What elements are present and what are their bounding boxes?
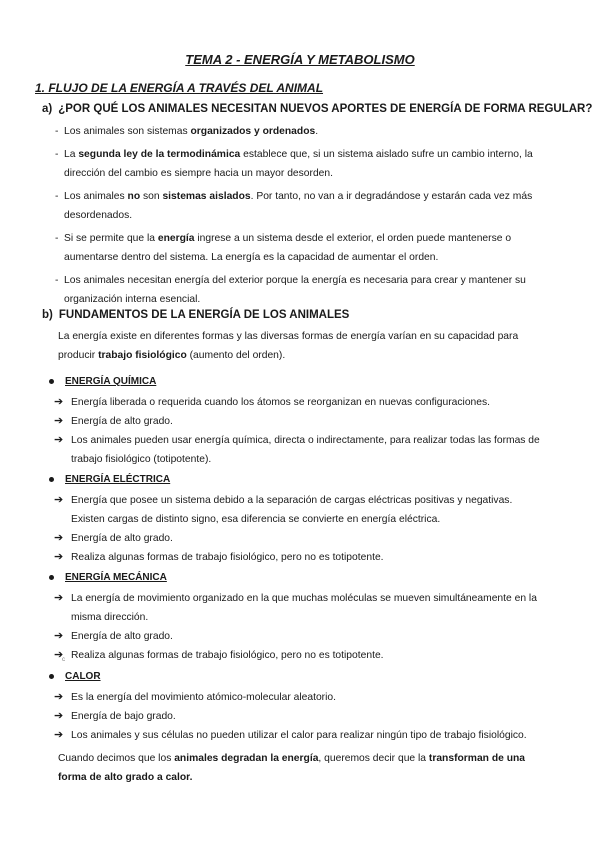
arrow-right-icon: ➔ xyxy=(54,592,64,604)
subsection-a-text: ¿POR QUÉ LOS ANIMALES NECESITAN NUEVOS APORTES DE ENERGÍA DE FORMA REGULAR? xyxy=(58,103,593,115)
bullet-dot-icon xyxy=(49,575,54,580)
arrow-item: ➔ Los animales y sus células no pueden utilizar el calor para realizar ningún tipo de trabajo fisiológico. xyxy=(49,726,541,745)
closing-paragraph: Cuando decimos que los animales degradan la energía, queremos decir que la transforman de una forma de alto grado a calor. xyxy=(58,753,526,783)
arrow-right-icon: ➔ xyxy=(54,729,64,741)
arrow-right-icon: ➔ xyxy=(54,396,64,408)
energy-heading: CALOR xyxy=(49,669,541,685)
arrow-right-icon: ➔ xyxy=(54,649,64,661)
bullet-dot-icon xyxy=(49,379,54,384)
subsection-b-letter: b) xyxy=(42,309,53,321)
energy-block-quimica xyxy=(49,374,541,469)
bullet-dot-icon xyxy=(49,674,54,679)
dash-marker: - xyxy=(55,191,59,202)
dash-item: - Los animales son sistemas organizados y ordenados. xyxy=(55,122,540,141)
arrow-item: ➔ Realiza algunas formas de trabajo fisiológico, pero no es totipotente. xyxy=(49,548,541,567)
arrow-right-icon: ➔ xyxy=(54,630,64,642)
dash-item: - Los animales no son sistemas aislados. Por tanto, no van a ir degradándose y estarán cada vez más desordenados. xyxy=(55,187,540,225)
dash-item: - Los animales necesitan energía del exterior porque la energía es necesaria para crear y mantener su organización interna esencial. xyxy=(55,271,540,309)
arrow-item: ➔ La energía de movimiento organizado en la que muchas moléculas se mueven simultáneamente en la misma dirección. xyxy=(49,589,541,627)
dash-item: - Si se permite que la energía ingrese a un sistema desde el exterior, el orden puede mantenerse o aumentarse dentro del sistema. La energía es la capacidad de aumentar el orden. xyxy=(55,229,540,267)
arrow-item: ➔ Energía de bajo grado. xyxy=(49,707,541,726)
energy-heading: ENERGÍA ELÉCTRICA xyxy=(49,472,541,488)
arrow-item: ➔ Energía de alto grado. xyxy=(49,412,541,431)
arrow-right-icon: ➔ xyxy=(54,710,64,722)
subsection-a-letter: a) xyxy=(42,103,53,115)
arrow-right-icon: ➔ xyxy=(54,434,64,446)
arrow-right-icon: ➔ xyxy=(54,551,64,563)
document-title: TEMA 2 - ENERGÍA Y METABOLISMO xyxy=(185,52,415,67)
arrow-right-icon: ➔ xyxy=(54,494,64,506)
subsection-b-heading xyxy=(42,309,349,321)
arrow-right-icon: ➔ xyxy=(54,532,64,544)
bullet-dot-icon xyxy=(49,477,54,482)
dash-marker: - xyxy=(55,149,59,160)
energy-heading: ENERGÍA MECÁNICA xyxy=(49,570,541,586)
section-1-heading: 1. FLUJO DE LA ENERGÍA A TRAVÉS DEL ANIMAL xyxy=(35,81,324,95)
arrow-item: ➔ Energía de alto grado. xyxy=(49,627,541,646)
energy-block-electrica xyxy=(49,472,541,567)
arrow-item: ➔ Realiza algunas formas de trabajo fisiológico, pero no es totipotente. xyxy=(49,646,541,665)
subsection-b-text: FUNDAMENTOS DE LA ENERGÍA DE LOS ANIMALES xyxy=(58,309,350,321)
arrow-item: ➔ Energía que posee un sistema debido a la separación de cargas eléctricas positivas y negativas. Existen cargas de distinto signo, esa diferencia se convierte en energía eléctrica. xyxy=(49,491,541,529)
arrow-right-icon: ➔ xyxy=(54,415,64,427)
stray-mark: c xyxy=(62,657,65,663)
dash-item: - La segunda ley de la termodinámica establece que, si un sistema aislado sufre un cambio interno, la dirección del cambio es siempre hacia un mayor desorden. xyxy=(55,145,540,183)
arrow-item: ➔ Energía de alto grado. xyxy=(49,529,541,548)
dash-marker: - xyxy=(55,275,59,286)
dash-marker: - xyxy=(55,126,59,137)
arrow-item: ➔ Es la energía del movimiento atómico-molecular aleatorio. xyxy=(49,688,541,707)
energy-block-mecanica xyxy=(49,570,541,665)
energy-heading: ENERGÍA QUÍMICA xyxy=(49,374,541,390)
arrow-item: ➔ Los animales pueden usar energía química, directa o indirectamente, para realizar todas las formas de trabajo fisiológico (totipotente). xyxy=(49,431,541,469)
dash-marker: - xyxy=(55,233,59,244)
energy-block-calor xyxy=(49,669,541,745)
arrow-right-icon: ➔ xyxy=(54,691,64,703)
subsection-a-heading xyxy=(42,103,592,115)
dash-list xyxy=(55,122,540,313)
arrow-item: ➔ Energía liberada o requerida cuando los átomos se reorganizan en nuevas configuraciones. xyxy=(49,393,541,412)
intro-paragraph: La energía existe en diferentes formas y las diversas formas de energía varían en su capacidad para producir trabajo fisiológico (aumento del orden). xyxy=(58,331,519,361)
